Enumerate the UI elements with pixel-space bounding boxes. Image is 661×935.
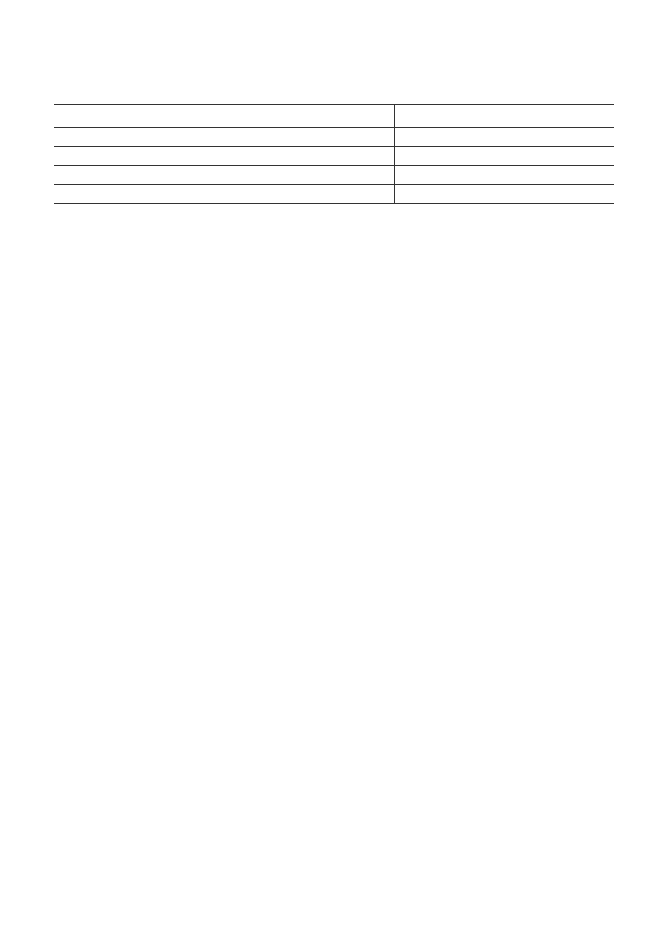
table-cell-factor: [54, 128, 395, 147]
table-21: [54, 104, 614, 204]
document-body: [80, 92, 616, 218]
table-cell-hours: [395, 166, 615, 185]
table-row: [54, 128, 614, 147]
table-row: [54, 147, 614, 166]
table-row: [54, 185, 614, 204]
table-cell-hours: [395, 147, 615, 166]
table-cell-factor: [54, 147, 395, 166]
table-cell-factor: [54, 166, 395, 185]
table-header-row: [54, 105, 614, 128]
table-row: [54, 166, 614, 185]
table-header-time: [395, 105, 615, 128]
table-cell-hours: [395, 128, 615, 147]
table-cell-hours: [395, 185, 615, 204]
table-header-factor: [54, 105, 395, 128]
table-cell-factor: [54, 185, 395, 204]
